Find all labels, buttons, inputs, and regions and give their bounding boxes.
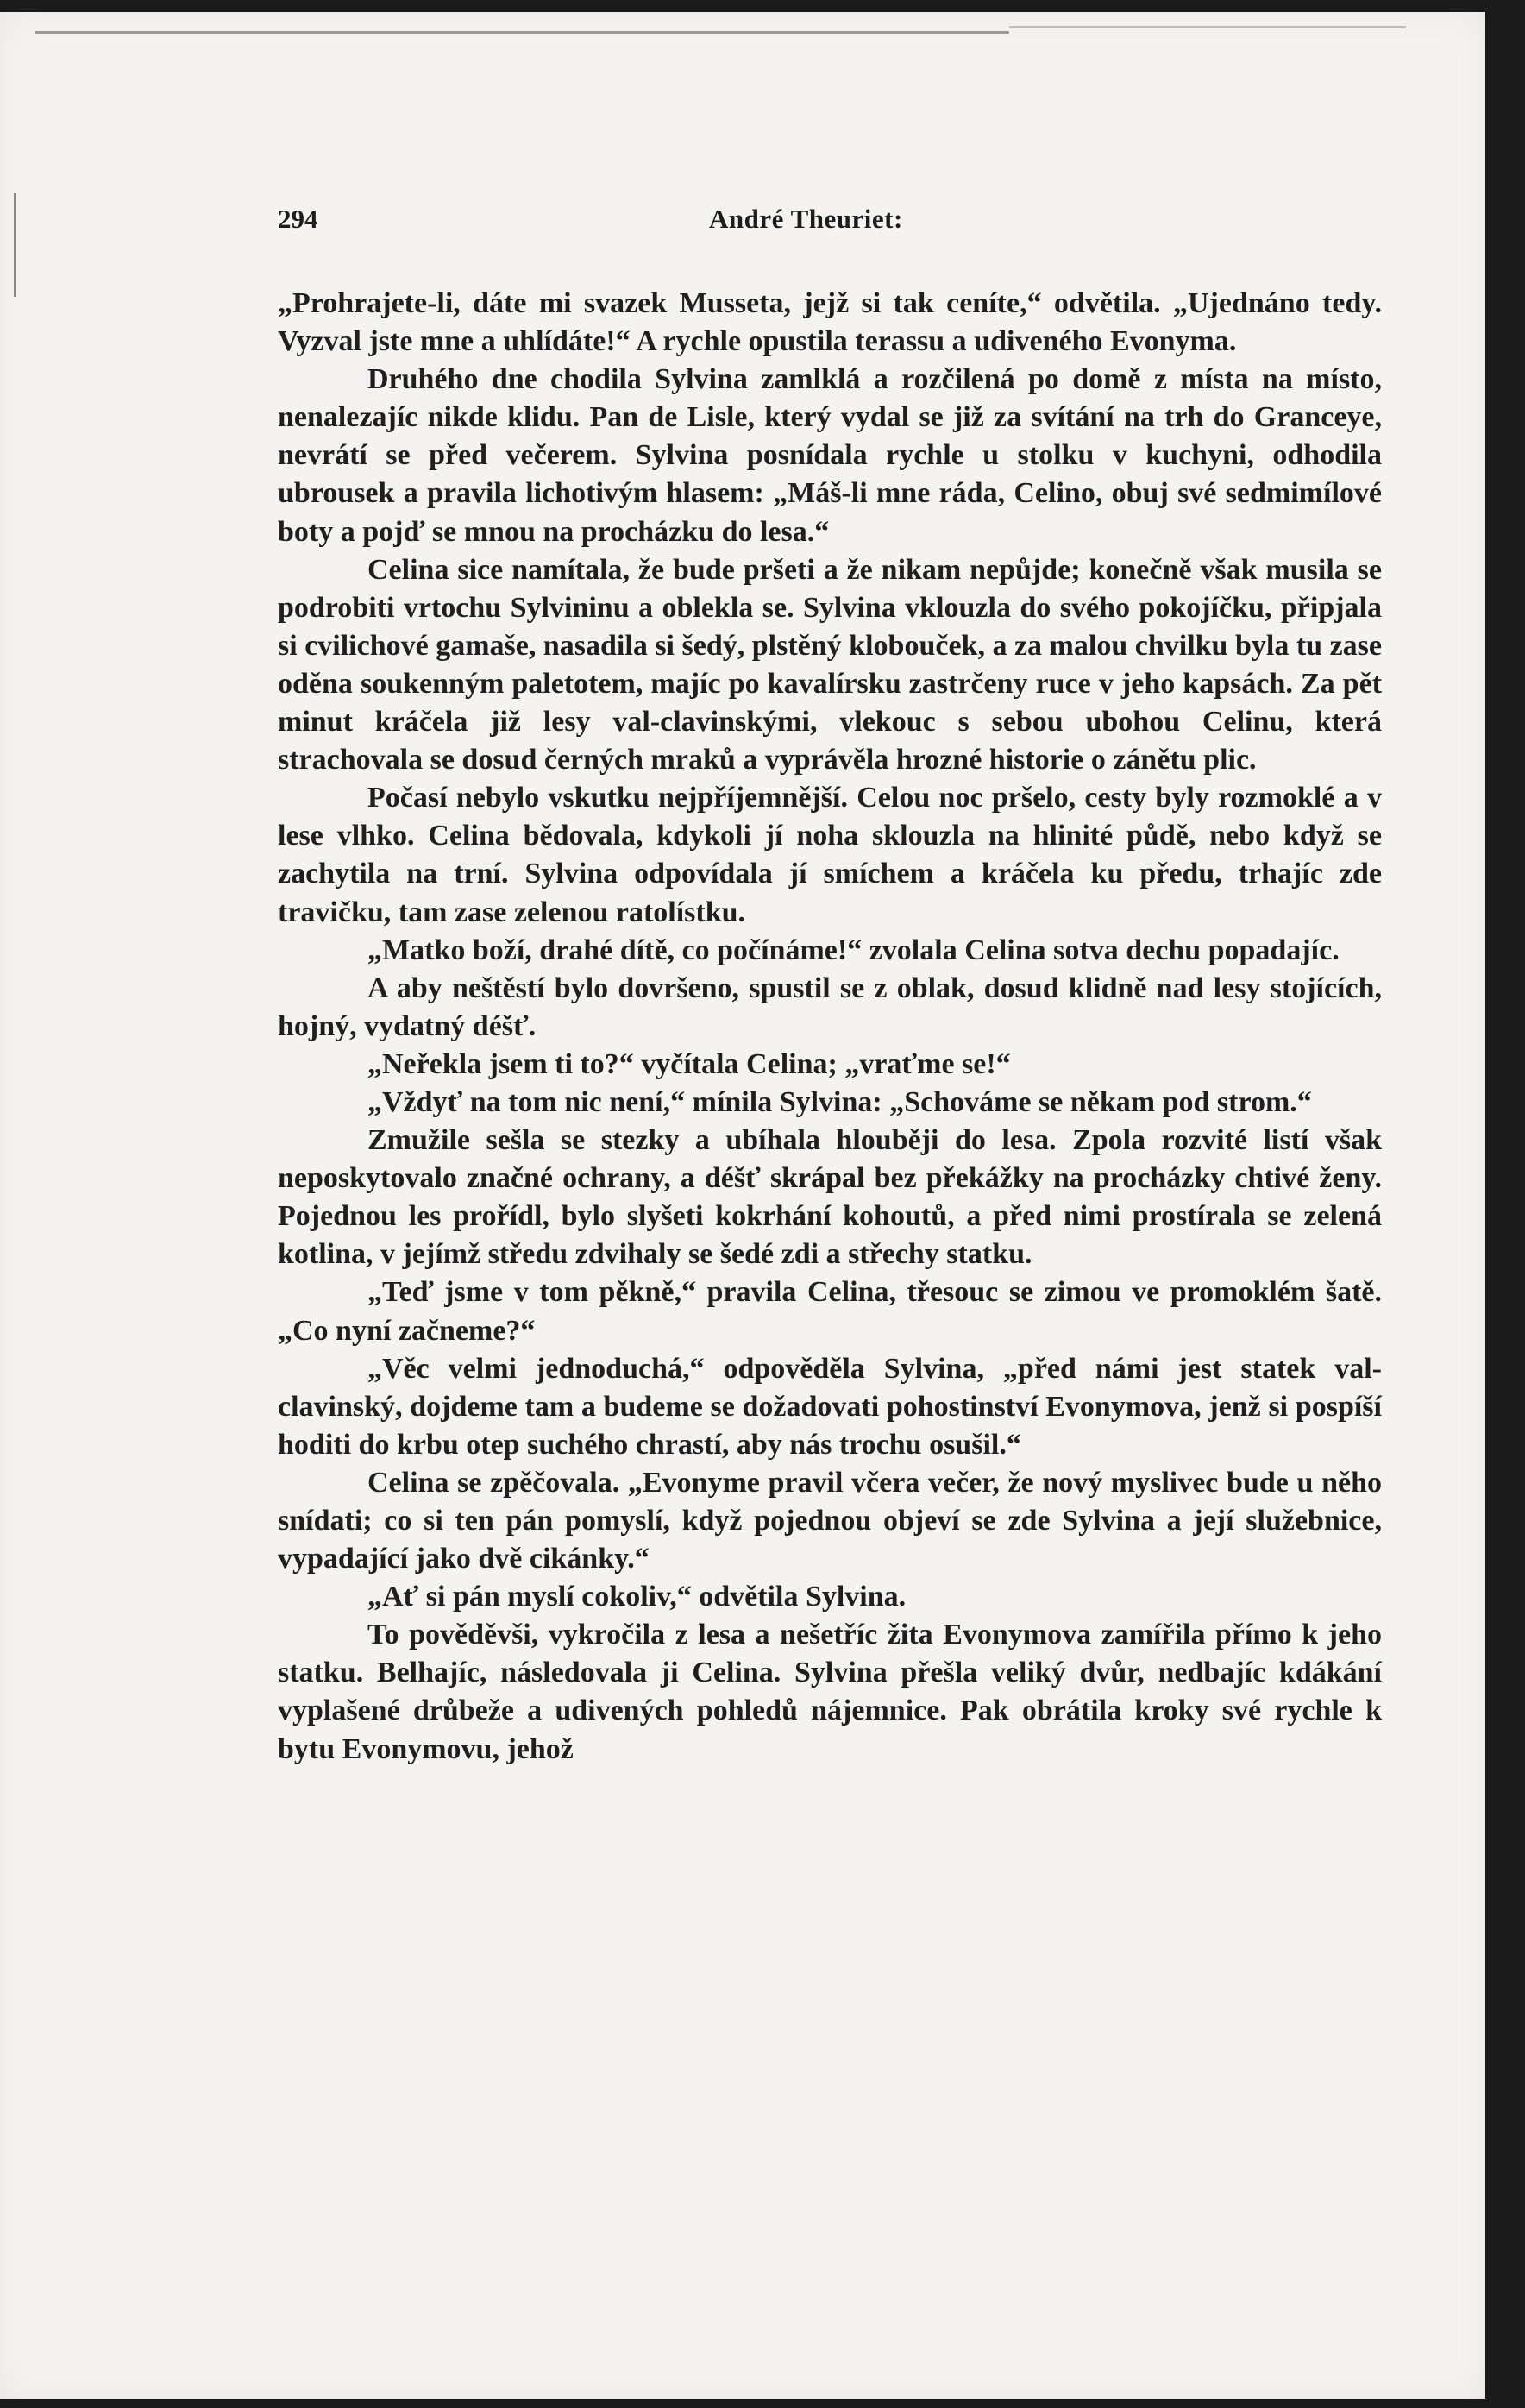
paragraph: Celina se zpěčovala. „Evonyme pravil včera večer, že nový myslivec bude u něho snídati; co si ten pán pomyslí, když pojednou objeví se zde Sylvina a její služebnice, vypadající jako dvě cikánky.“: [278, 1466, 1382, 1575]
paragraph: Druhého dne chodila Sylvina zamlklá a rozčilená po domě z místa na místo, nenalezajíc nikde klidu. Pan de Lisle, který vydal se již za svítání na trh do Granceye, nevrátí se před večerem. Sylvina posnídala rychle u stolku v kuchyni, odhodila ubrousek a pravila lichotivým hlasem: „Máš-li mne ráda, Celino, obuj své sedmimílové boty a pojď se mnou na procházku do lesa.“: [278, 363, 1382, 548]
paragraph: Počasí nebylo vskutku nejpříjemnější. Celou noc pršelo, cesty byly rozmoklé a v lese vlhko. Celina bědovala, kdykoli jí noha sklouzla na hlinité půdě, nebo když se zachytila na trní. Sylvina odpovídala jí smíchem a kráčela ku předu, trhajíc zde travičku, tam zase zelenou ratolístku.: [278, 782, 1382, 928]
binding-mark: [14, 193, 16, 297]
scan-edge-line: [35, 31, 1009, 34]
paragraph: „Vždyť na tom nic není,“ mínila Sylvina: „Schováme se někam pod strom.“: [367, 1085, 1312, 1118]
paragraph: Celina sice namítala, že bude pršeti a že nikam nepůjde; konečně však musila se podrobiti vrtochu Sylvininu a oblekla se. Sylvina vklouzla do svého pokojíčku, připjala si cvilichové gamaše, nasadila si šedý, plstěný klobouček, a za malou chvilku byla tu zase oděna soukenným paletotem, majíc po kavalírsku zastrčeny ruce v jeho kapsách. Za pět minut kráčela již lesy val-clavinskými, vlekouc s sebou ubohou Celinu, která strachovala se dosud černých mraků a vyprávěla hrozné historie o zánětu plic.: [278, 553, 1382, 776]
paragraph: „Neřekla jsem ti to?“ vyčítala Celina; „vraťme se!“: [367, 1047, 1011, 1080]
scan-edge-line-right: [1009, 26, 1406, 28]
paragraph: „Teď jsme v tom pěkně,“ pravila Celina, třesouc se zimou ve promoklém šatě. „Co nyní začneme?“: [278, 1276, 1382, 1347]
paragraph: A aby neštěstí bylo dovršeno, spustil se z oblak, dosud klidně nad lesy stojících, hojný, vydatný déšť.: [278, 971, 1382, 1042]
paragraph: Zmužile sešla se stezky a ubíhala hlouběji do lesa. Zpola rozvité listí však neposkytovalo značné ochrany, a déšť skrápal bez překážky na procházky chtivé ženy. Pojednou les prořídl, bylo slyšeti kokrhání kohoutů, a před nimi prostírala se zelená kotlina, v jejímž středu zdvihaly se šedé zdi a střechy statku.: [278, 1124, 1382, 1271]
book-page: [0, 12, 1485, 2399]
paragraph: „Matko boží, drahé dítě, co počínáme!“ zvolala Celina sotva dechu popadajíc.: [367, 934, 1340, 966]
page-body: [278, 285, 1382, 1769]
paragraph: To pověděvši, vykročila z lesa a nešetříc žita Evonymova zamířila přímo k jeho statku. Belhajíc, následovala ji Celina. Sylvina přešla veliký dvůr, nedbajíc kdákání vyplašené drůbeže a udivených pohledů nájemnice. Pak obrátila kroky své rychle k bytu Evonymovu, jehož: [278, 1619, 1382, 1765]
page-number: 294: [278, 204, 318, 234]
running-head: André Theuriet:: [709, 204, 903, 234]
page-header: [278, 204, 1382, 245]
paragraph: „Věc velmi jednoduchá,“ odpověděla Sylvina, „před námi jest statek val-clavinský, dojdeme tam a budeme se dožadovati pohostinství Evonymova, jenž si pospíší hoditi do krbu otep suchého chrastí, aby nás trochu osušil.“: [278, 1352, 1382, 1461]
paragraph: „Ať si pán myslí cokoliv,“ odvětila Sylvina.: [367, 1581, 907, 1613]
paragraph: „Prohrajete-li, dáte mi svazek Musseta, jejž si tak ceníte,“ odvětila. „Ujednáno tedy. Vyzval jste mne a uhlídáte!“ A rychle opustila terassu a udiveného Evonyma.: [278, 287, 1382, 358]
